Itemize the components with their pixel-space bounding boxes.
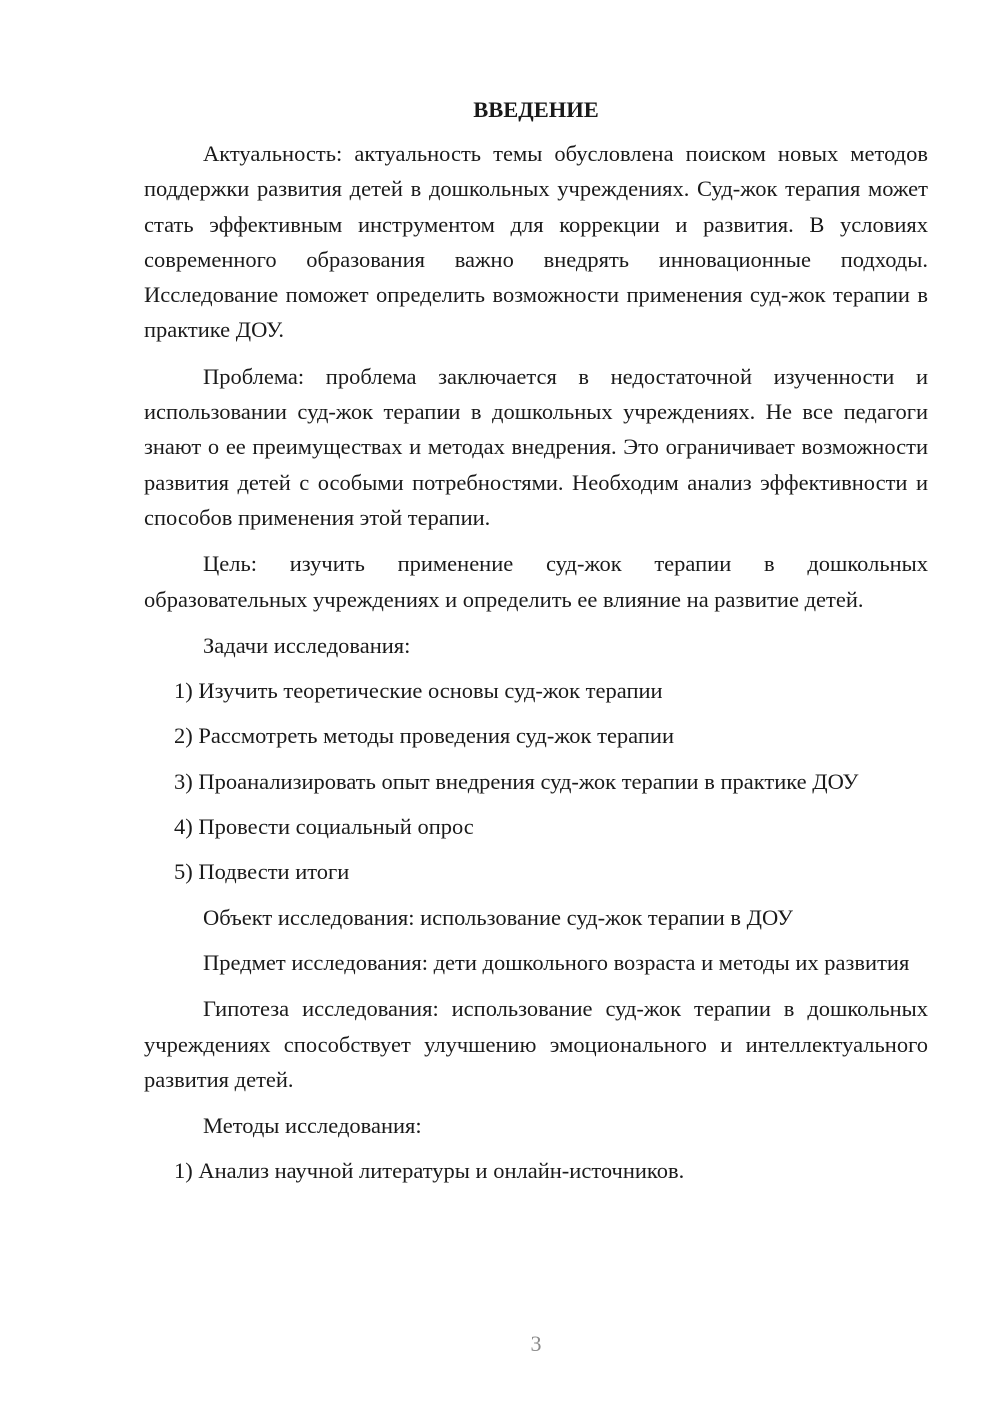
relevance-paragraph: Актуальность: актуальность темы обусловлена поиском новых методов поддержки развития детей в дошкольных учреждениях. Суд-жок терапия может стать эффективным инструментом для коррекции и развития. В условиях современного образования важно внедрять инновационные подходы. Исследование поможет определить возможности применения суд-жок терапии в практике ДОУ. bbox=[144, 141, 928, 343]
tasks-heading: Задачи исследования: bbox=[203, 632, 411, 658]
task-item: 4) Провести социальный опрос bbox=[174, 814, 474, 840]
task-item: 3) Проанализировать опыт внедрения суд-жок терапии в практике ДОУ bbox=[174, 768, 859, 794]
task-item: 2) Рассмотреть методы проведения суд-жок терапии bbox=[174, 723, 674, 749]
section-title: ВВЕДЕНИЕ bbox=[473, 97, 599, 122]
method-item: 1) Анализ научной литературы и онлайн-источников. bbox=[174, 1158, 685, 1184]
object-paragraph: Объект исследования: использование суд-жок терапии в ДОУ bbox=[203, 904, 793, 930]
methods-heading: Методы исследования: bbox=[203, 1113, 422, 1139]
task-item: 1) Изучить теоретические основы суд-жок терапии bbox=[174, 678, 663, 704]
task-item: 5) Подвести итоги bbox=[174, 859, 350, 885]
problem-paragraph: Проблема: проблема заключается в недостаточной изученности и использовании суд-жок терапии в дошкольных учреждениях. Не все педагоги знают о ее преимуществах и методах внедрения. Это ограничивает возможности развития детей с особыми потребностями. Необходим анализ эффективности и способов применения этой терапии. bbox=[144, 363, 928, 530]
subject-paragraph: Предмет исследования: дети дошкольного возраста и методы их развития bbox=[203, 949, 910, 975]
page-number: 3 bbox=[530, 1331, 542, 1356]
goal-paragraph: Цель: изучить применение суд-жок терапии в дошкольных образовательных учреждениях и определить ее влияние на развитие детей. bbox=[144, 551, 928, 612]
document-body bbox=[144, 92, 928, 1199]
hypothesis-paragraph: Гипотеза исследования: использование суд-жок терапии в дошкольных учреждениях способствует улучшению эмоционального и интеллектуального развития детей. bbox=[144, 996, 928, 1092]
